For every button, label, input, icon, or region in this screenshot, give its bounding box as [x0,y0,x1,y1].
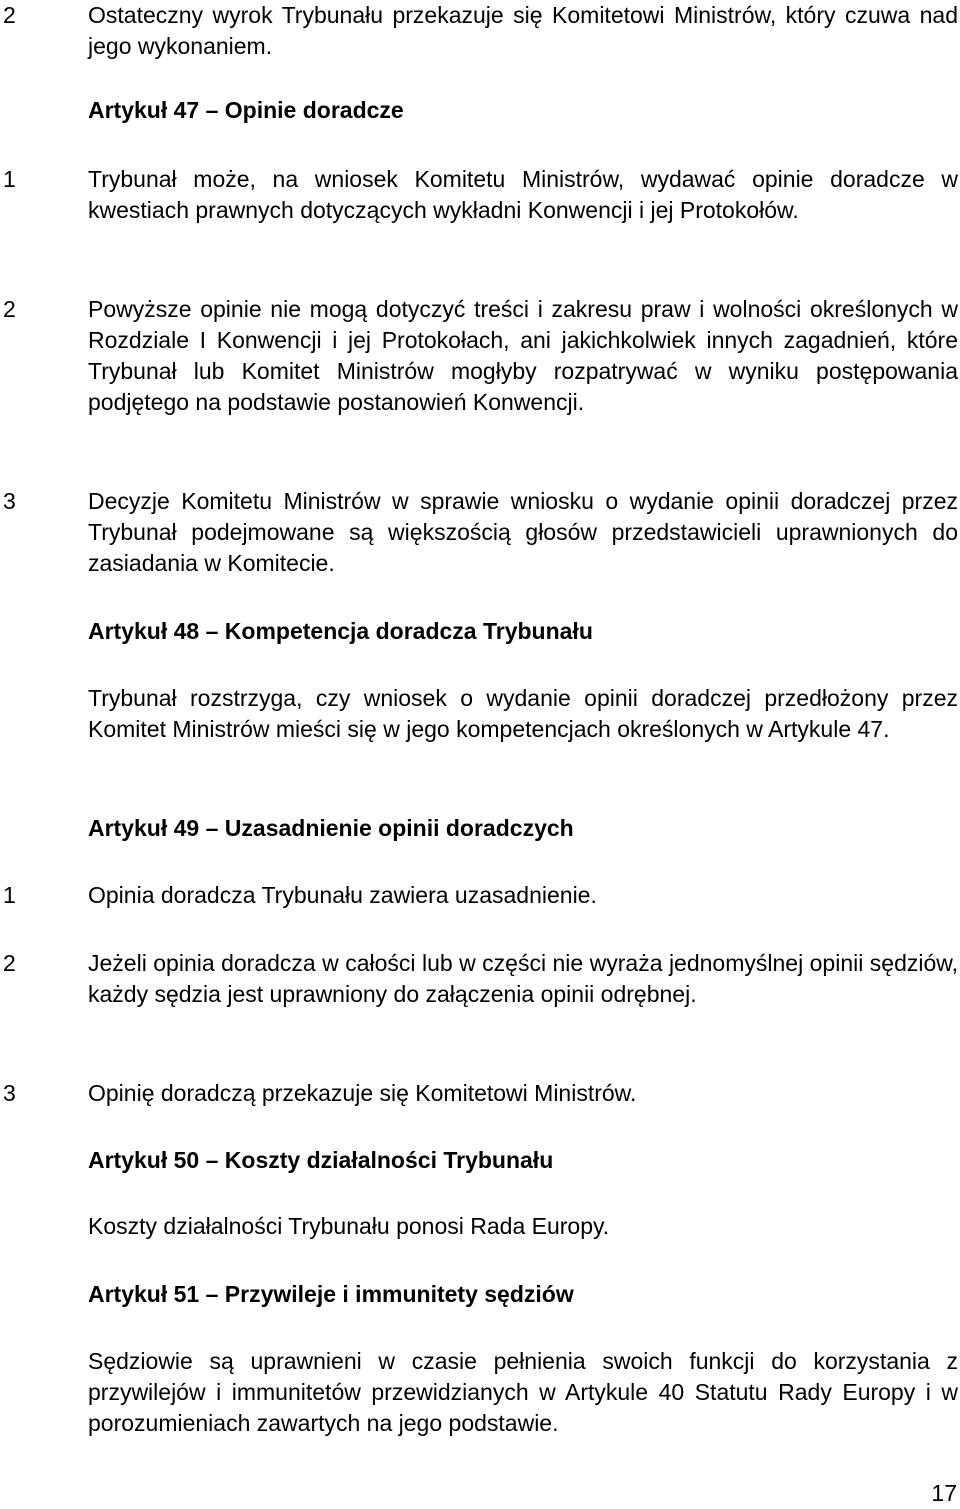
page-number: 17 [931,1480,957,1506]
paragraph-text: Opinia doradcza Trybunału zawiera uzasadnienie. [88,882,597,908]
paragraph-text: Trybunał może, na wniosek Komitetu Ministrów, wydawać opinie doradcze w kwestiach prawnych dotyczących wykładni Konwencji i jej Protokołów. [88,166,958,223]
paragraph-number: 3 [3,1080,16,1106]
paragraph-text: Jeżeli opinia doradcza w całości lub w części nie wyraża jednomyślnej opinii sędziów, każdy sędzia jest uprawniony do załączenia opinii odrębnej. [88,950,958,1007]
paragraph-number: 2 [3,296,16,322]
paragraph-text: Trybunał rozstrzyga, czy wniosek o wydanie opinii doradczej przedłożony przez Komitet Ministrów mieści się w jego kompetencjach określonych w Artykule 47. [88,685,958,742]
paragraph-number: 2 [3,2,16,28]
paragraph-art49-3 [0,1078,958,1109]
paragraph-text: Sędziowie są uprawnieni w czasie pełnienia swoich funkcji do korzystania z przywilejów i immunitetów przewidzianych w Artykule 40 Statutu Rady Europy i w porozumieniach zawartych na jego podstawie. [88,1348,958,1436]
paragraph-art51 [0,1346,958,1439]
paragraph-art47-3 [0,486,958,579]
paragraph-art49-1 [0,880,958,911]
paragraph-art46-2 [0,0,958,62]
paragraph-text: Ostateczny wyrok Trybunału przekazuje się Komitetowi Ministrów, który czuwa nad jego wykonaniem. [88,2,958,59]
paragraph-number: 2 [3,950,16,976]
paragraph-number: 1 [3,166,16,192]
paragraph-art49-2 [0,948,958,1010]
paragraph-text: Decyzje Komitetu Ministrów w sprawie wniosku o wydanie opinii doradczej przez Trybunał podejmowane są większością głosów przedstawicieli uprawnionych do zasiadania w Komitecie. [88,488,958,576]
article-heading-49: Artykuł 49 – Uzasadnienie opinii doradczych [88,815,574,841]
article-heading-51: Artykuł 51 – Przywileje i immunitety sędziów [88,1281,574,1307]
article-heading-50: Artykuł 50 – Koszty działalności Trybunału [88,1147,554,1173]
paragraph-number: 1 [3,882,16,908]
paragraph-text: Powyższe opinie nie mogą dotyczyć treści i zakresu praw i wolności określonych w Rozdziale I Konwencji i jej Protokołach, ani jakichkolwiek innych zagadnień, które Trybunał lub Komitet Ministrów mogłyby rozpatrywać w wyniku postępowania podjętego na podstawie postanowień Konwencji. [88,296,958,415]
paragraph-number: 3 [3,488,16,514]
paragraph-art48 [0,683,958,745]
paragraph-art47-1 [0,164,958,226]
paragraph-text: Koszty działalności Trybunału ponosi Rada Europy. [88,1213,610,1239]
paragraph-art47-2 [0,294,958,418]
article-heading-48: Artykuł 48 – Kompetencja doradcza Trybunału [88,618,593,644]
paragraph-art50 [0,1211,958,1242]
paragraph-text: Opinię doradczą przekazuje się Komitetowi Ministrów. [88,1080,637,1106]
article-heading-47: Artykuł 47 – Opinie doradcze [88,97,404,123]
